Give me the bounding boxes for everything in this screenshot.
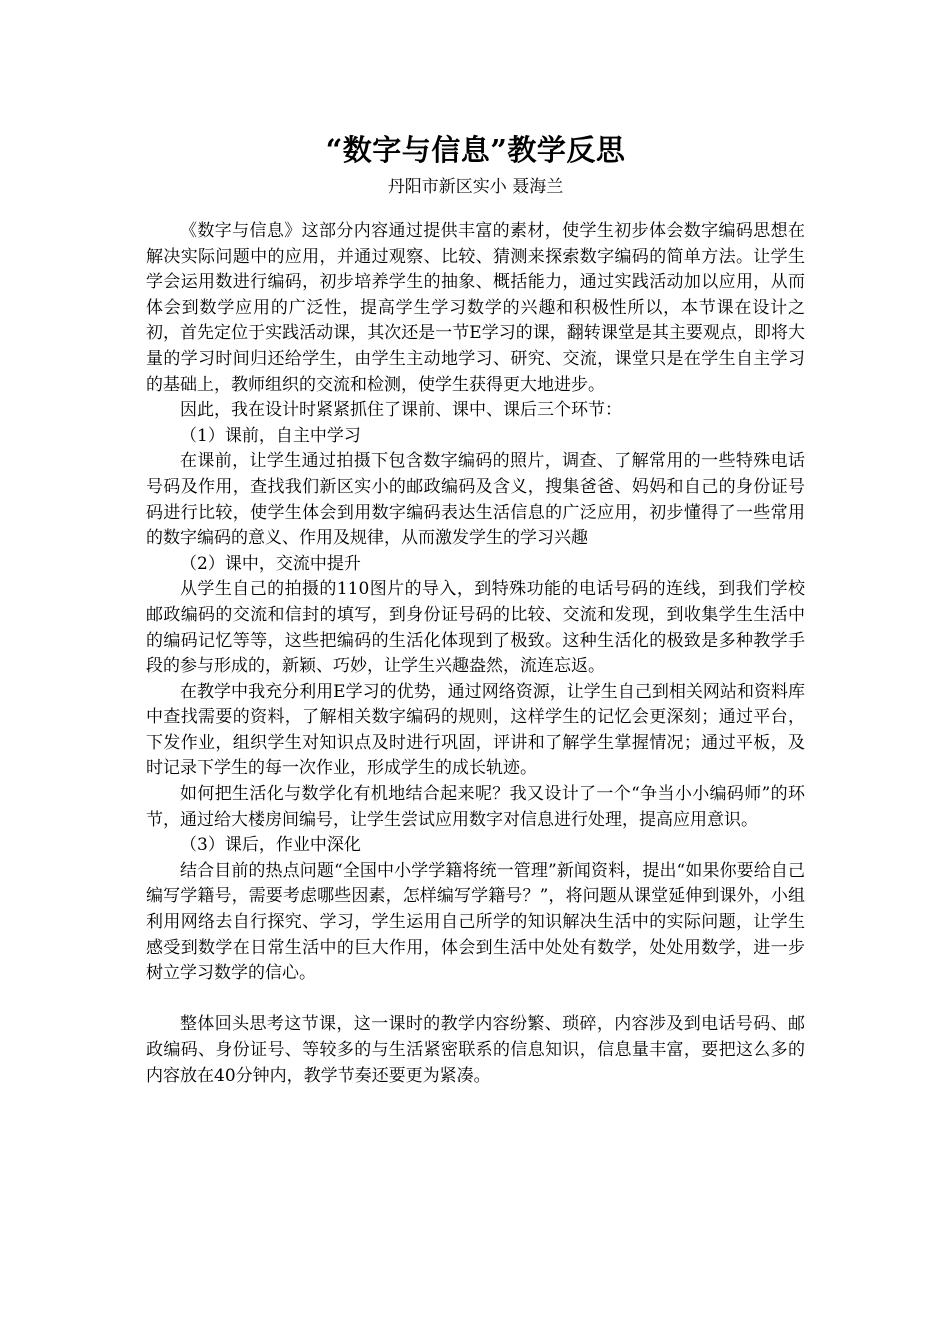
paragraph-conclusion: 整体回头思考这节课，这一课时的教学内容纷繁、琐碎，内容涉及到电话号码、邮政编码、身份证号、等较多的与生活紧密联系的信息知识，信息量丰富，要把这么多的内容放在40分钟内，教学节奏还要更为紧凑。 <box>146 1014 805 1086</box>
section-heading-after-class: （3）课后，作业中深化 <box>180 835 361 856</box>
paragraph-intro: 《数字与信息》这部分内容通过提供丰富的素材，使学生初步体会数字编码思想在解决实际问题中的应用，并通过观察、比较、猜测来探索数字编码的简单方法。让学生学会运用数进行编码，初步培养学生的抽象、概括能力，通过实践活动加以应用，从而体会到数学应用的广泛性，提高学生学习数学的兴趣和积极性所以，本节课在设计之初，首先定位于实践活动课，其次还是一节E学习的课，翻转课堂是其主要观点，即将大量的学习时间归还给学生，由学生主动地学习、研究、交流，课堂只是在学生自主学习的基础上，教师组织的交流和检测，使学生获得更大地进步。 <box>146 221 805 395</box>
author-byline: 丹阳市新区实小 聂海兰 <box>387 177 564 197</box>
paragraph-after-class: 结合目前的热点问题“全国中小学学籍将统一管理”新闻资料，提出“如果你要给自己编写学籍号，需要考虑哪些因素，怎样编写学籍号？”，将问题从课堂延伸到课外，小组利用网络去自行探究、学习，学生运用自己所学的知识解决生活中的实际问题，让学生感受到数学在日常生活中的巨大作用，体会到生活中处处有数学，处处用数学，进一步树立学习数学的信心。 <box>146 860 805 984</box>
paragraph-e-learning: 在教学中我充分利用E学习的优势，通过网络资源，让学生自己到相关网站和资料库中查找需要的资料，了解相关数字编码的规则，这样学生的记忆会更深刻；通过平台，下发作业，组织学生对知识点及时进行巩固，评讲和了解学生掌握情况；通过平板，及时记录下学生的每一次作业，形成学生的成长轨迹。 <box>146 681 805 779</box>
document-title: “数字与信息”教学反思 <box>325 133 626 167</box>
paragraph-coding-master: 如何把生活化与数学化有机地结合起来呢？我又设计了一个“争当小小编码师”的环节，通过给大楼房间编号，让学生尝试应用数字对信息进行处理，提高应用意识。 <box>146 784 805 830</box>
section-heading-before-class: （1）课前，自主中学习 <box>180 425 361 446</box>
paragraph-three-stages: 因此，我在设计时紧紧抓住了课前、课中、课后三个环节： <box>180 400 622 421</box>
section-heading-in-class: （2）课中，交流中提升 <box>180 553 361 574</box>
paragraph-in-class: 从学生自己的拍摄的110图片的导入，到特殊功能的电话号码的连线，到我们学校邮政编码的交流和信封的填写，到身份证号码的比较、交流和发现，到收集学生生活中的编码记忆等等，这些把编码的生活化体现到了极致。这种生活化的极致是多种教学手段的参与形成的，新颖、巧妙，让学生兴趣盎然，流连忘返。 <box>146 579 805 677</box>
paragraph-before-class: 在课前，让学生通过拍摄下包含数字编码的照片，调查、了解常用的一些特殊电话号码及作用，查找我们新区实小的邮政编码及含义，搜集爸爸、妈妈和自己的身份证号码进行比较，使学生体会到用数字编码表达生活信息的广泛应用，初步懂得了一些常用的数字编码的意义、作用及规律，从而激发学生的学习兴趣 <box>146 451 805 549</box>
blank-line <box>146 987 805 1013</box>
document-body <box>146 219 805 1089</box>
